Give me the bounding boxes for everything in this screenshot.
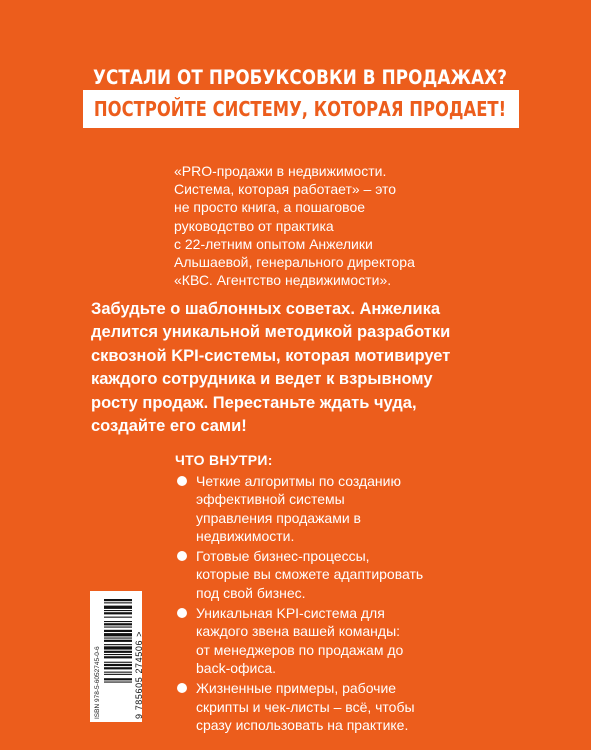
cover-edge-strip bbox=[591, 0, 600, 750]
barcode-bar bbox=[104, 664, 132, 666]
lead-line: сквозной KPI-системы, которая мотивирует bbox=[91, 346, 451, 365]
lead-line: росту продаж. Перестаньте ждать чуда, bbox=[91, 393, 417, 412]
list-item-line: эффективной системы bbox=[196, 491, 345, 508]
barcode-bar bbox=[104, 682, 132, 683]
isbn-label: ISBN 978-5-6052745-0-6 bbox=[94, 646, 101, 719]
list-item-line: Четкие алгоритмы по созданию bbox=[196, 473, 401, 489]
barcode-bar bbox=[104, 599, 132, 601]
intro-line: Система, которая работает» – это bbox=[174, 181, 397, 198]
list-item-line: Готовые бизнес-процессы, bbox=[196, 548, 370, 565]
intro-line: Альшаевой, генерального директора bbox=[174, 254, 415, 271]
list-item-line: управления продажами в bbox=[196, 509, 361, 526]
bullet-dot-icon bbox=[177, 476, 187, 486]
lead-paragraph bbox=[91, 298, 531, 438]
intro-line: с 22-летним опытом Анжелики bbox=[174, 235, 373, 252]
bullet-dot-icon bbox=[177, 551, 187, 561]
barcode-bar bbox=[104, 646, 132, 649]
barcode-bar bbox=[104, 678, 132, 680]
list-item bbox=[176, 472, 476, 545]
bullet-dot-icon bbox=[177, 683, 187, 693]
headline-question: УСТАЛИ ОТ ПРОБУКСОВКИ В ПРОДАЖАХ? bbox=[92, 66, 508, 89]
list-item-line: каждого звена вашей команды: bbox=[196, 623, 401, 640]
barcode-bar bbox=[104, 630, 132, 632]
list-item-line: сразу использовать на практике. bbox=[196, 716, 409, 733]
barcode-bar bbox=[104, 672, 132, 673]
barcode-bar bbox=[104, 656, 132, 658]
intro-line: «КВС. Агентство недвижимости». bbox=[174, 272, 392, 289]
barcode-bar bbox=[104, 674, 132, 675]
barcode-bar bbox=[104, 662, 132, 663]
list-item-line: Уникальная KPI-система для bbox=[196, 605, 385, 622]
headline-call-to-action: ПОСТРОЙТЕ СИСТЕМУ, КОТОРАЯ ПРОДАЕТ! bbox=[93, 97, 507, 121]
lead-line: делится уникальной методикой разработки bbox=[91, 323, 451, 342]
list-item-line: которые вы сможете адаптировать bbox=[196, 566, 424, 583]
list-item-line: back-офиса. bbox=[196, 659, 277, 676]
barcode-bar bbox=[104, 640, 132, 642]
intro-line: руководство от практика bbox=[174, 217, 334, 234]
list-item-line: недвижимости. bbox=[196, 527, 295, 544]
barcode-bar bbox=[104, 654, 132, 655]
intro-paragraph bbox=[174, 162, 474, 289]
inside-list bbox=[176, 472, 476, 736]
list-item-line: от менеджеров по продажам до bbox=[196, 641, 404, 658]
section-title-inside: ЧТО ВНУТРИ: bbox=[175, 452, 273, 468]
list-item-line: Жизненные примеры, рабочие bbox=[196, 680, 397, 697]
intro-line: не просто книга, а пошаговое bbox=[174, 199, 366, 216]
barcode-digits: 9 785605 274506 > bbox=[134, 630, 144, 719]
lead-line: Забудьте о шаблонных советах. Анжелика bbox=[91, 300, 441, 318]
isbn-barcode bbox=[90, 591, 142, 722]
intro-line: «PRO-продажи в недвижимости. bbox=[174, 163, 387, 179]
barcode-bar bbox=[104, 627, 132, 628]
list-item-line: скрипты и чек-листы – всё, чтобы bbox=[196, 698, 415, 715]
barcode-bar bbox=[104, 638, 132, 639]
list-item bbox=[176, 679, 476, 734]
barcode-bar bbox=[104, 623, 132, 625]
bullet-dot-icon bbox=[177, 608, 187, 618]
list-item-line: под свой бизнес. bbox=[196, 584, 306, 601]
lead-line: создайте его сами! bbox=[91, 417, 247, 436]
lead-line: каждого сотрудника и ведет к взрывному bbox=[91, 370, 433, 389]
barcode-bar bbox=[104, 602, 132, 603]
barcode-bar bbox=[104, 610, 132, 611]
barcode-bar bbox=[104, 633, 132, 636]
barcode-bar bbox=[104, 644, 132, 645]
list-item bbox=[176, 547, 476, 602]
barcode-bar bbox=[104, 612, 132, 614]
barcode-bar bbox=[104, 621, 132, 622]
barcode-bar bbox=[104, 651, 132, 653]
barcode-bar bbox=[104, 667, 132, 669]
list-item bbox=[176, 604, 476, 677]
barcode-bar bbox=[104, 617, 132, 618]
barcode-bar bbox=[104, 606, 132, 609]
